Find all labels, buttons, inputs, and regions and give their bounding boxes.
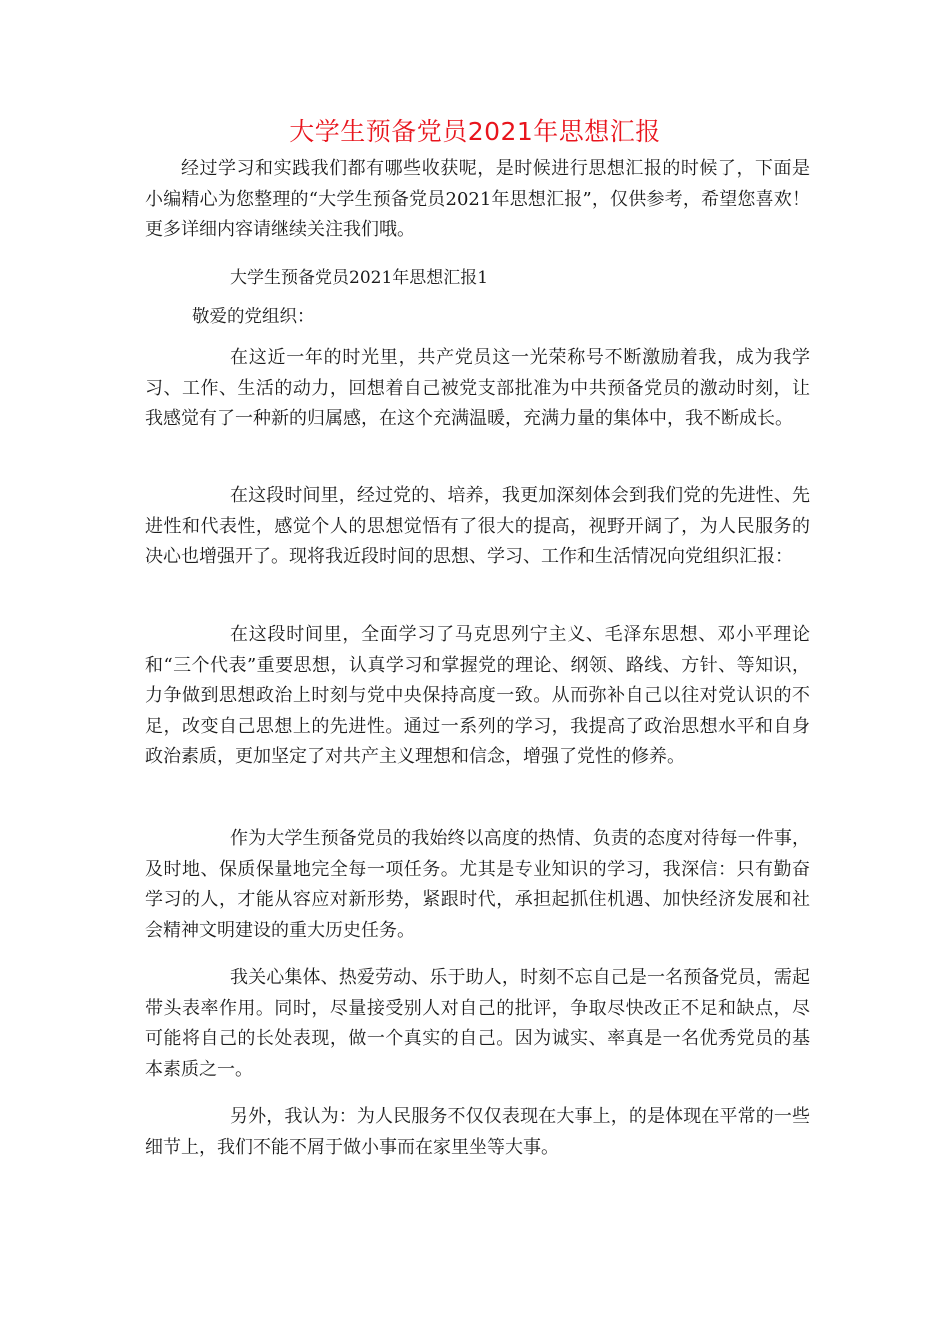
body-paragraph-4: 作为大学生预备党员的我始终以高度的热情、负责的态度对待每一件事，及时地、保质保量地完全每一项任务。尤其是专业知识的学习，我深信：只有勤奋学习的人，才能从容应对新形势，紧跟时代，承担起抓住机遇、加快经济发展和社会精神文明建设的重大历史任务。 xyxy=(145,828,810,941)
body-paragraph-3: 在这段时间里，全面学习了马克思列宁主义、毛泽东思想、邓小平理论和“三个代表”重要思想，认真学习和掌握党的理论、纲领、路线、方针、等知识，力争做到思想政治上时刻与党中央保持高度一致。从而弥补自己以往对党认识的不足，改变自己思想上的先进性。通过一系列的学习，我提高了政治思想水平和自身政治素质，更加坚定了对共产主义理想和信念，增强了党性的修养。 xyxy=(145,624,810,767)
document-title: 大学生预备党员2021年思想汇报 xyxy=(289,117,661,146)
intro-paragraph: 经过学习和实践我们都有哪些收获呢，是时候进行思想汇报的时候了，下面是小编精心为您整理的“大学生预备党员2021年思想汇报”，仅供参考，希望您喜欢！更多详细内容请继续关注我们哦。 xyxy=(145,158,810,240)
body-paragraph-1: 在这近一年的时光里，共产党员这一光荣称号不断激励着我，成为我学习、工作、生活的动力，回想着自己被党支部批准为中共预备党员的激动时刻，让我感觉有了一种新的归属感，在这个充满温暖，充满力量的集体中，我不断成长。 xyxy=(145,347,810,429)
salutation: 敬爱的党组织： xyxy=(192,307,315,327)
report-subtitle: 大学生预备党员2021年思想汇报1 xyxy=(230,268,489,288)
body-paragraph-6: 另外，我认为：为人民服务不仅仅表现在大事上，的是体现在平常的一些细节上，我们不能不屑于做小事而在家里坐等大事。 xyxy=(145,1106,810,1158)
body-paragraph-5: 我关心集体、热爱劳动、乐于助人，时刻不忘自己是一名预备党员，需起带头表率作用。同时，尽量接受别人对自己的批评，争取尽快改正不足和缺点，尽可能将自己的长处表现，做一个真实的自己。因为诚实、率真是一名优秀党员的基本素质之一。 xyxy=(145,967,810,1080)
body-paragraph-2: 在这段时间里，经过党的、培养，我更加深刻体会到我们党的先进性、先进性和代表性，感觉个人的思想觉悟有了很大的提高，视野开阔了，为人民服务的决心也增强开了。现将我近段时间的思想、学习、工作和生活情况向党组织汇报： xyxy=(145,485,810,567)
